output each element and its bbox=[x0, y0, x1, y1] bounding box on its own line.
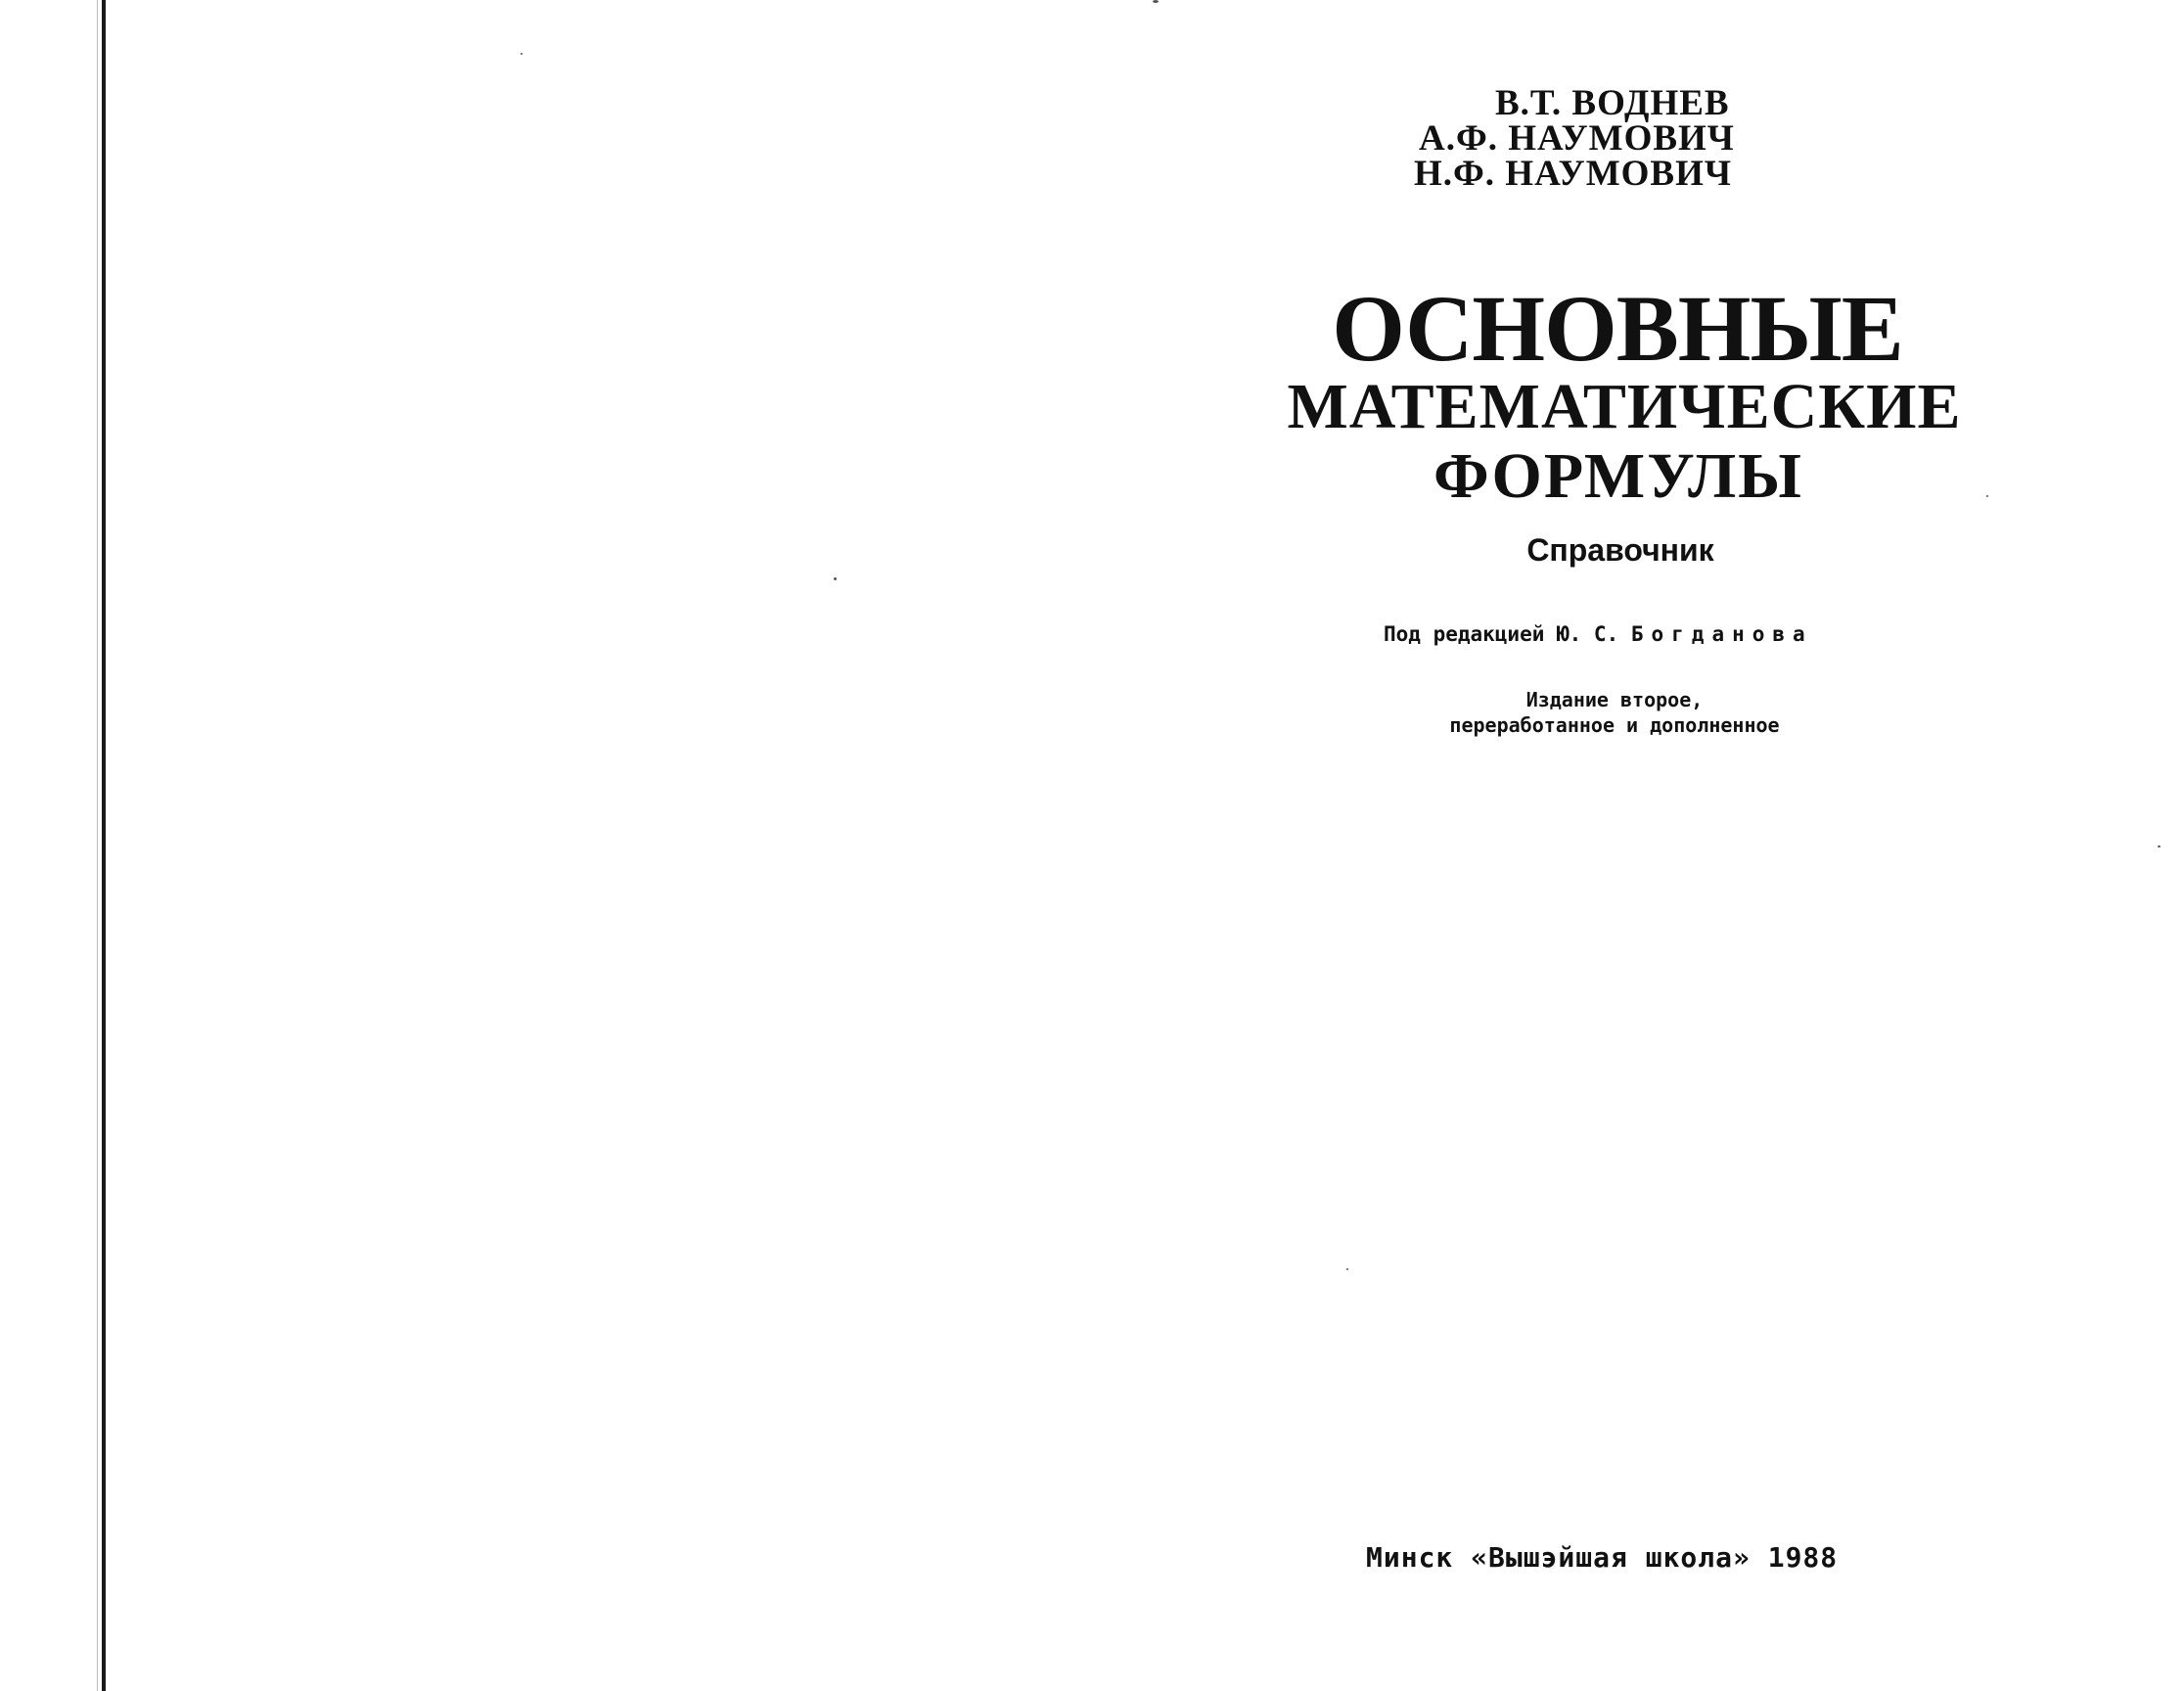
publisher-imprint: Минск «Вышэйшая школа» 1988 bbox=[1366, 1541, 1839, 1574]
scan-speck bbox=[521, 53, 523, 55]
book-subtitle: Справочник bbox=[1526, 532, 1714, 568]
scan-speck bbox=[1153, 0, 1159, 3]
book-binding-edge bbox=[102, 0, 106, 1691]
edition-line: Издание второе, bbox=[1525, 688, 1704, 711]
edition-line: переработанное и дополненное bbox=[1449, 713, 1780, 737]
title-line: МАТЕМАТИЧЕСКИЕ bbox=[1287, 371, 1962, 442]
author-name: В.Т. ВОДНЕВ bbox=[1495, 83, 1730, 123]
editor-name: Богданова bbox=[1630, 622, 1813, 646]
authors-block bbox=[1252, 83, 1820, 194]
scan-speck bbox=[2158, 846, 2161, 847]
author-name: А.Ф. НАУМОВИЧ bbox=[1419, 118, 1735, 159]
editor-credit bbox=[1384, 620, 1813, 648]
editor-prefix: Под редакцией Ю. С. bbox=[1384, 622, 1619, 646]
scan-speck bbox=[1346, 1268, 1348, 1270]
title-line: ОСНОВНЫЕ bbox=[1332, 276, 1903, 381]
scan-speck bbox=[834, 577, 837, 580]
title-line: ФОРМУЛЫ bbox=[1433, 440, 1803, 512]
binding-shadow bbox=[97, 0, 98, 1691]
book-title bbox=[1243, 276, 2006, 512]
edition-note bbox=[1389, 687, 1840, 738]
author-name: Н.Ф. НАУМОВИЧ bbox=[1414, 154, 1733, 194]
